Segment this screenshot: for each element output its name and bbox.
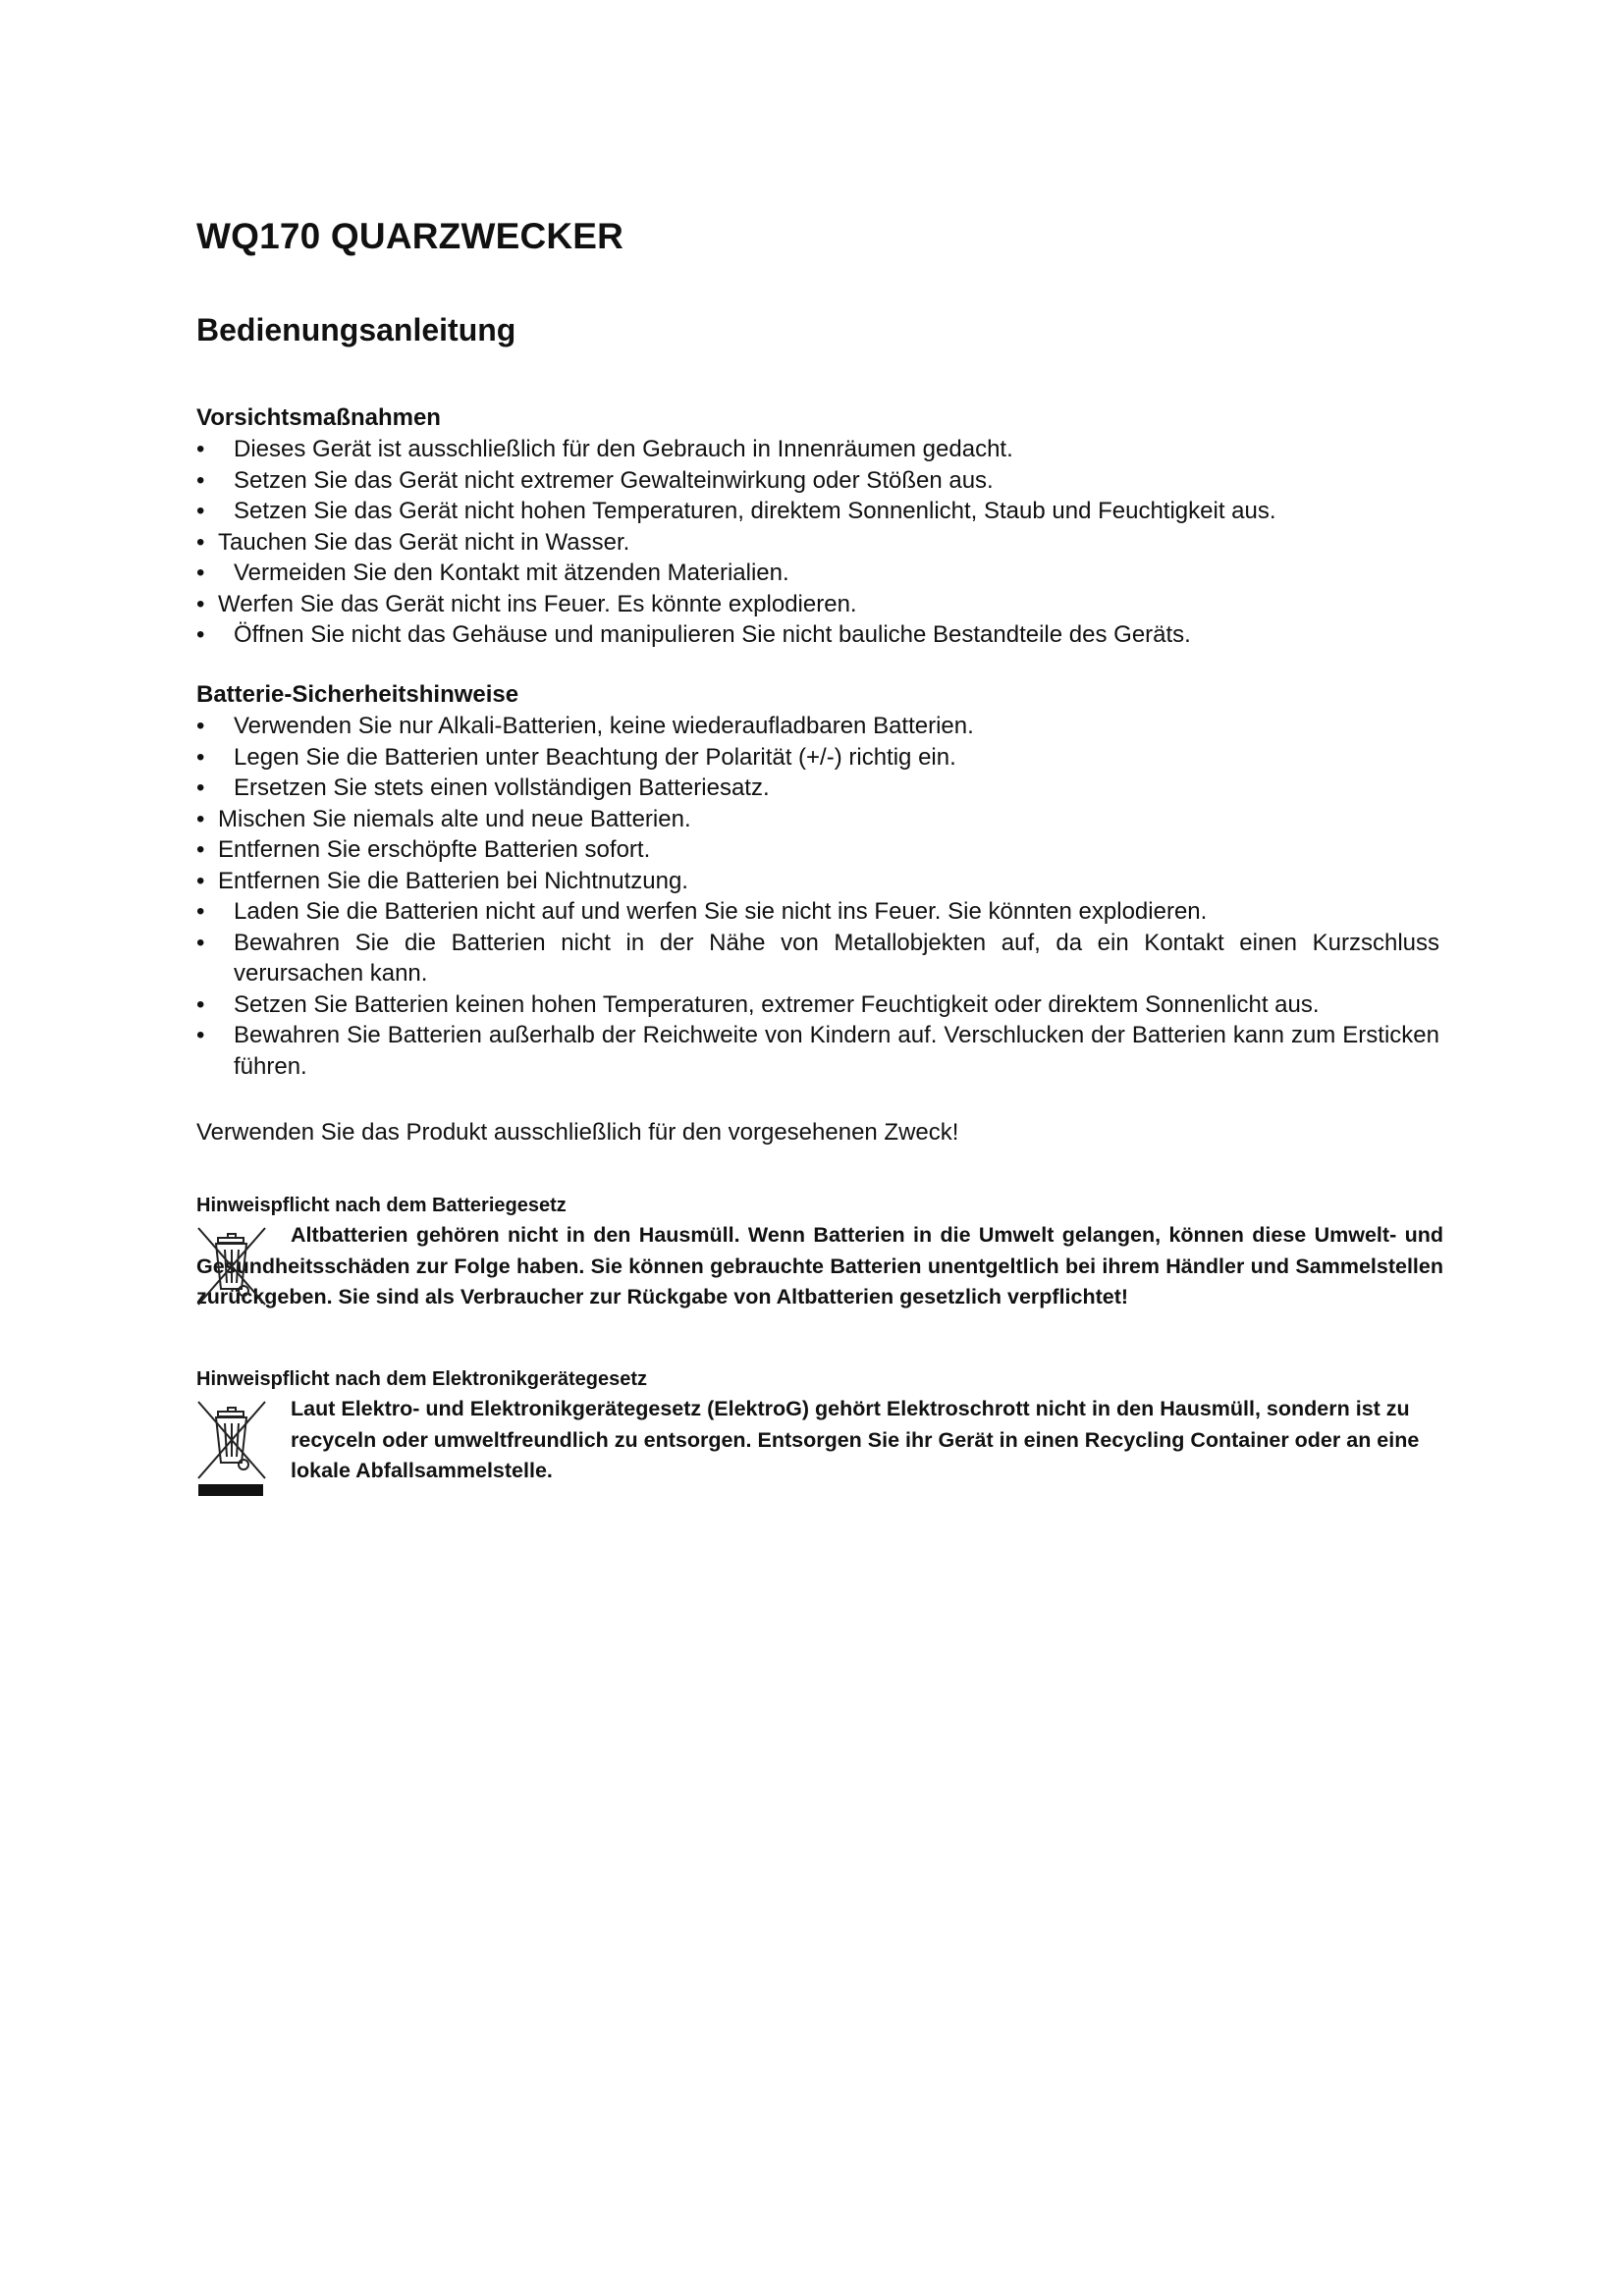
bullet-icon: • (196, 898, 205, 925)
battery-law-body (196, 1220, 1443, 1313)
precautions-heading: Vorsichtsmaßnahmen (196, 404, 441, 431)
list-item: • Bewahren Sie Batterien außerhalb der Reichweite von Kindern auf. Verschlucken der Batterien kann zum Ersticken führen. (196, 1022, 1439, 1080)
bullet-icon: • (196, 436, 205, 462)
list-item: • Mischen Sie niemals alte und neue Batterien. (196, 804, 1443, 835)
bullet-icon: • (196, 560, 205, 586)
electronics-law-heading: Hinweispflicht nach dem Elektronikgerätegesetz (196, 1368, 648, 1390)
bullet-icon: • (196, 805, 205, 832)
crossed-bin-with-bar-icon (196, 1398, 265, 1510)
precautions-list (196, 434, 1443, 651)
bullet-icon: • (196, 590, 205, 617)
bullet-icon: • (196, 528, 205, 556)
list-item: • Verwenden Sie nur Alkali-Batterien, keine wiederaufladbaren Batterien. (196, 711, 1443, 742)
battery-law-notice (196, 1191, 1443, 1313)
battery-safety-list (196, 711, 1443, 1082)
battery-law-text: Altbatterien gehören nicht in den Hausmüll. Wenn Batterien in die Umwelt gelangen, können diese Umwelt- und Gesundheitsschäden zur Folge haben. Sie können gebrauchte Batterien unentgeltlich bei ihrem Händler und Sammelstellen zurückgeben. Sie sind als Verbraucher zur Rückgabe von Altbatterien gesetzlich verpflichtet! (196, 1223, 1443, 1308)
battery-safety-heading: Batterie-Sicherheitshinweise (196, 681, 519, 708)
list-item: • Setzen Sie das Gerät nicht hohen Temperaturen, direktem Sonnenlicht, Staub und Feuchtigkeit aus. (196, 496, 1443, 527)
usage-note: Verwenden Sie das Produkt ausschließlich für den vorgesehenen Zweck! (196, 1119, 959, 1146)
document-subtitle: Bedienungsanleitung (196, 312, 516, 347)
bullet-icon: • (196, 713, 205, 739)
bullet-icon: • (196, 498, 205, 524)
list-item: • Dieses Gerät ist ausschließlich für den Gebrauch in Innenräumen gedacht. (196, 434, 1443, 465)
bullet-icon: • (196, 1022, 205, 1048)
list-item: • Legen Sie die Batterien unter Beachtung der Polarität (+/-) richtig ein. (196, 742, 1443, 774)
bullet-icon: • (196, 836, 205, 863)
list-item: • Setzen Sie Batterien keinen hohen Temperaturen, extremer Feuchtigkeit oder direktem Sonnenlicht aus. (196, 989, 1443, 1021)
bullet-icon: • (196, 466, 205, 494)
list-item: • Öffnen Sie nicht das Gehäuse und manipulieren Sie nicht bauliche Bestandteile des Geräts. (196, 619, 1443, 651)
electronics-law-text: Laut Elektro- und Elektronikgerätegesetz (ElektroG) gehört Elektroschrott nicht in den Hausmüll, sondern ist zu recyceln oder umweltfreundlich zu entsorgen. Entsorgen Sie ihr Gerät in einen Recycling Container oder an eine lokale Abfallsammelstelle. (291, 1397, 1420, 1482)
list-item: • Bewahren Sie die Batterien nicht in der Nähe von Metallobjekten auf, da ein Kontakt einen Kurzschluss verursachen kann. (196, 929, 1439, 987)
electronics-law-body (196, 1394, 1443, 1487)
list-item: • Entfernen Sie die Batterien bei Nichtnutzung. (196, 866, 1443, 897)
bullet-icon: • (196, 929, 205, 956)
list-item: • Laden Sie die Batterien nicht auf und werfen Sie sie nicht ins Feuer. Sie könnten explodieren. (196, 896, 1443, 928)
bullet-icon: • (196, 743, 205, 771)
battery-safety-section (196, 679, 1443, 1082)
list-item: • Vermeiden Sie den Kontakt mit ätzenden Materialien. (196, 558, 1443, 589)
precautions-section (196, 402, 1443, 651)
bullet-icon: • (196, 990, 205, 1018)
bullet-icon: • (196, 867, 205, 894)
list-item: • Entfernen Sie erschöpfte Batterien sofort. (196, 834, 1443, 866)
electronics-law-notice (196, 1364, 1443, 1487)
list-item: • Setzen Sie das Gerät nicht extremer Gewalteinwirkung oder Stößen aus. (196, 465, 1443, 497)
document-title: WQ170 QUARZWECKER (196, 216, 624, 256)
list-item: • Tauchen Sie das Gerät nicht in Wasser. (196, 527, 1443, 559)
bullet-icon: • (196, 621, 205, 648)
battery-law-heading: Hinweispflicht nach dem Batteriegesetz (196, 1195, 567, 1216)
list-item: • Werfen Sie das Gerät nicht ins Feuer. Es könnte explodieren. (196, 589, 1443, 620)
crossed-bin-icon (196, 1224, 265, 1318)
bullet-icon: • (196, 774, 205, 801)
list-item: • Ersetzen Sie stets einen vollständigen Batteriesatz. (196, 773, 1443, 804)
